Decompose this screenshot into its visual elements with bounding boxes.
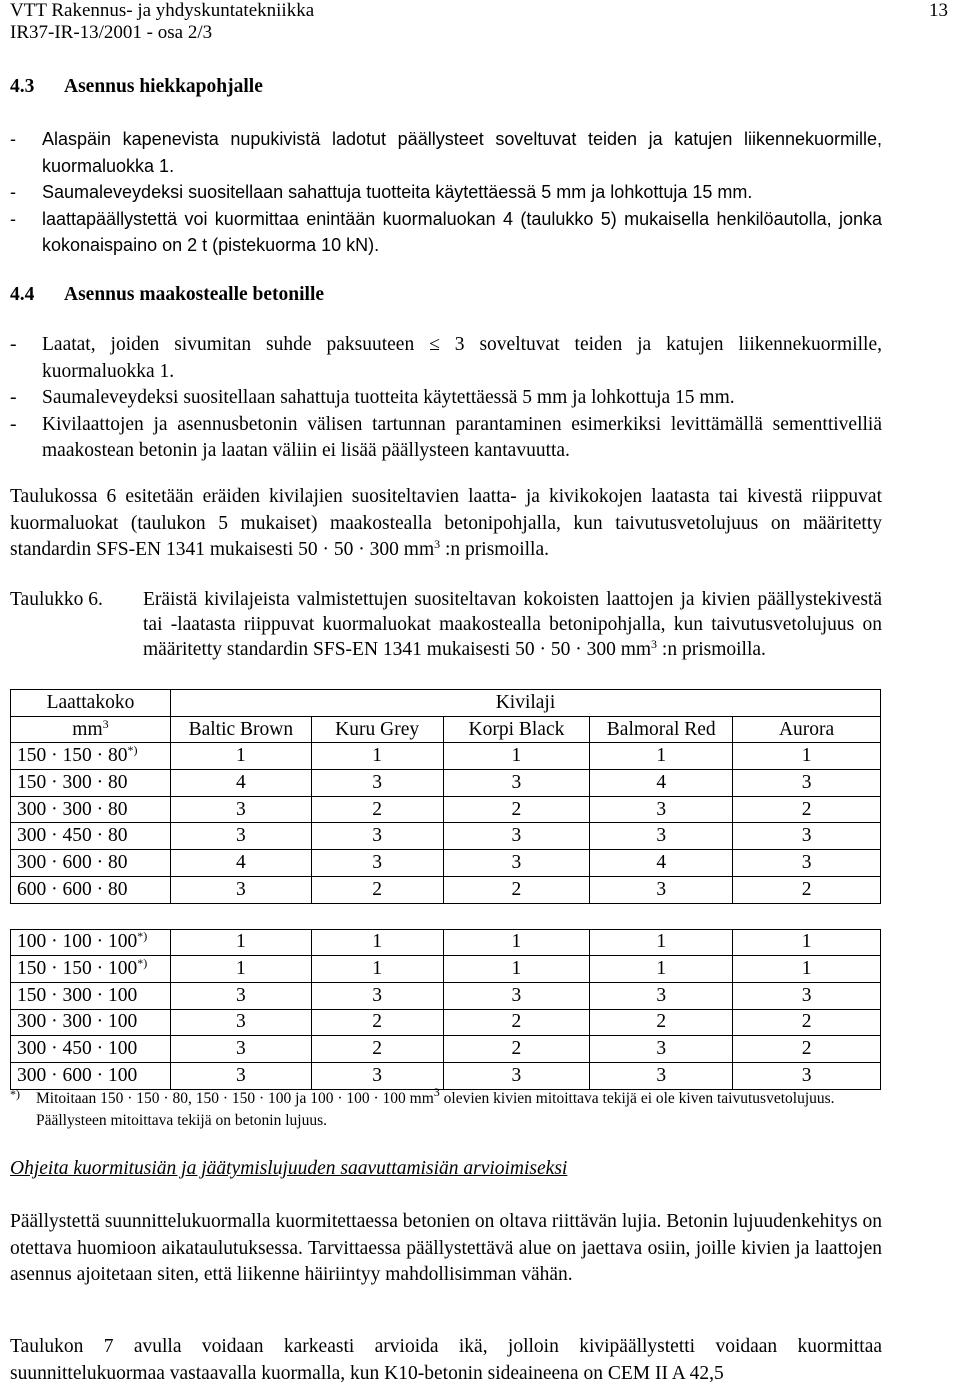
value-cell: 4 <box>590 770 733 797</box>
paragraph: Päällystettä suunnittelukuormalla kuormitettaessa betonien on oltava riittävän lujia. Betonin lujuudenkehitys on otettava huomioon aikataulutuksessa. Tarvittaessa päällystettävä alue on jaettava osiin, joille kivien ja laattojen asennus ajoitetaan siten, että liikenne häiriintyy mahdollisimman vähän. <box>10 1211 882 1285</box>
table-header-row <box>11 690 881 717</box>
caption-text: :n prismoilla. <box>657 639 766 660</box>
value-cell: 1 <box>590 743 733 770</box>
size-header: Laattakoko <box>11 690 171 717</box>
value-cell: 2 <box>733 876 881 903</box>
value-cell: 1 <box>733 956 881 983</box>
value-cell: 1 <box>170 956 311 983</box>
size-cell <box>11 823 171 850</box>
section-number: 4.3 <box>10 76 35 97</box>
stone-type-header: Kivilaji <box>170 690 880 717</box>
value-cell: 3 <box>590 982 733 1009</box>
table-row <box>11 743 881 770</box>
value-cell: 2 <box>311 876 443 903</box>
value-cell: 3 <box>170 1036 311 1063</box>
page-number: 13 <box>929 0 948 21</box>
section-4-4-list <box>10 332 882 465</box>
paragraph-text: :n prismoilla. <box>440 539 549 560</box>
value-cell: 3 <box>590 823 733 850</box>
value-cell: 3 <box>590 796 733 823</box>
value-cell: 1 <box>733 743 881 770</box>
section-title: Asennus maakostealle betonille <box>64 284 325 305</box>
section-4-4-heading <box>10 284 324 306</box>
paragraph: Taulukon 7 avulla voidaan karkeasti arvioida ikä, jolloin kivipäällystetti voidaan kuormittaa suunnittelukuormaa vastaavalla kuormalla, kun K10-betonin sideaineena on CEM II A 42,5 <box>10 1336 882 1384</box>
subheading: Ohjeita kuormitusiän ja jäätymislujuuden saavuttamisiän arvioimiseksi <box>10 1158 568 1179</box>
list-item: - Saumaleveydeksi suositellaan sahattuja tuotteita käytettäessä 5 mm ja lohkottuja 15 mm. <box>10 179 882 206</box>
value-cell: 1 <box>170 929 311 956</box>
size-cell <box>11 1009 171 1036</box>
table-footnote <box>10 1085 882 1132</box>
value-cell: 1 <box>311 956 443 983</box>
size-text: 300 · 300 · 100 <box>17 1011 138 1033</box>
value-cell: 3 <box>443 1062 590 1089</box>
size-cell <box>11 770 171 797</box>
table-row <box>11 850 881 877</box>
value-cell: 3 <box>311 1062 443 1089</box>
value-cell: 1 <box>311 743 443 770</box>
list-item: - Alaspäin kapenevista nupukivistä ladotut päällysteet soveltuvat teiden ja katujen liikennekuormille, kuormaluokka 1. <box>10 126 882 179</box>
value-cell: 1 <box>443 743 590 770</box>
superscript: 3 <box>102 716 109 731</box>
intro-paragraph <box>10 484 882 564</box>
section-4-3-list <box>10 126 882 259</box>
value-cell: 2 <box>311 1036 443 1063</box>
value-cell: 3 <box>170 982 311 1009</box>
list-item-text: Laatat, joiden sivumitan suhde paksuuteen <box>42 334 415 355</box>
table-spacer-row <box>11 903 881 929</box>
table-row <box>11 1036 881 1063</box>
value-cell: 3 <box>733 850 881 877</box>
superscript: 3 <box>651 637 658 651</box>
table-caption <box>10 587 882 662</box>
value-cell: 3 <box>443 823 590 850</box>
section-number: 4.4 <box>10 284 35 305</box>
size-cell <box>11 1036 171 1063</box>
footnote-body: Mitoitaan 150 · 150 · 80, 150 · 150 · 100 ja 100 · 100 · 100 mm <box>36 1090 434 1107</box>
table-row <box>11 1062 881 1089</box>
value-cell: 2 <box>733 1036 881 1063</box>
value-cell: 3 <box>170 876 311 903</box>
value-cell: 2 <box>443 796 590 823</box>
caption-text: Eräistä kivilajeista valmistettujen suositeltavan kokoisten laattojen ja kivien päällystekivestä tai -laatasta riippuvat kuormaluokat maakostealla betonipohjalla, kun taivutusvetolujuus on määritetty standardin SFS-EN 1341 mukaisesti 50 · 50 · 300 mm <box>143 589 882 660</box>
superscript: 3 <box>433 1085 440 1099</box>
list-item: - laattapäällystettä voi kuormittaa enintään kuormaluokan 4 (taulukko 5) mukaisella henkilöautolla, jonka kokonaispaino on 2 t (pistekuorma 10 kN). <box>10 206 882 259</box>
value-cell: 1 <box>590 956 733 983</box>
table-header-row <box>11 716 881 743</box>
column-header: Korpi Black <box>443 716 590 743</box>
value-cell: 3 <box>170 1062 311 1089</box>
value-cell: 1 <box>590 929 733 956</box>
table-row <box>11 796 881 823</box>
value-cell: 3 <box>170 1009 311 1036</box>
value-cell: 3 <box>443 770 590 797</box>
value-cell: 3 <box>443 850 590 877</box>
footnote-text <box>36 1085 882 1132</box>
size-unit-header <box>11 716 171 743</box>
footnote-mark: *) <box>10 1087 20 1101</box>
footnote-mark: *) <box>137 956 148 971</box>
value-cell: 1 <box>311 929 443 956</box>
size-text: 300 · 600 · 80 <box>17 851 128 873</box>
list-item-text: 3 soveltuvat teiden ja katujen liikennekuormille, kuormaluokka 1. <box>42 334 882 382</box>
value-cell: 3 <box>733 770 881 797</box>
unit-text: mm <box>72 718 103 740</box>
size-text: 300 · 300 · 80 <box>17 798 128 820</box>
table-row <box>11 982 881 1009</box>
paragraph-text: Taulukossa 6 esitetään eräiden kivilajien suositeltavien laatta- ja kivikokojen laatasta tai kivestä riippuvat kuormaluokat (taulukon 5 mukaiset) maakostealla betonipohjalla, kun taivutusvetolujuus on määritetty standardin SFS-EN 1341 mukaisesti 50 · 50 · 300 mm <box>10 486 882 560</box>
value-cell: 1 <box>170 743 311 770</box>
value-cell: 4 <box>170 770 311 797</box>
list-item <box>10 332 882 385</box>
size-cell <box>11 796 171 823</box>
section-4-3-heading <box>10 76 263 98</box>
size-text: 300 · 450 · 100 <box>17 1038 138 1060</box>
value-cell: 2 <box>733 1009 881 1036</box>
value-cell: 3 <box>733 1062 881 1089</box>
table-row <box>11 929 881 956</box>
value-cell: 3 <box>170 796 311 823</box>
size-cell <box>11 982 171 1009</box>
size-text: 600 · 600 · 80 <box>17 878 128 900</box>
value-cell: 1 <box>443 929 590 956</box>
footnote-mark: *) <box>137 929 148 944</box>
size-text: 150 · 300 · 80 <box>17 771 128 793</box>
size-cell <box>11 1062 171 1089</box>
size-cell <box>11 850 171 877</box>
column-header: Baltic Brown <box>170 716 311 743</box>
value-cell: 2 <box>590 1009 733 1036</box>
value-cell: 3 <box>311 982 443 1009</box>
list-item: - Saumaleveydeksi suositellaan sahattuja tuotteita käytettäessä 5 mm ja lohkottuja 15 mm. <box>10 385 882 412</box>
value-cell: 3 <box>311 770 443 797</box>
value-cell: 3 <box>590 1062 733 1089</box>
value-cell: 2 <box>311 1009 443 1036</box>
table-caption-label: Taulukko 6. <box>10 589 103 610</box>
value-cell: 2 <box>443 1036 590 1063</box>
value-cell: 3 <box>590 1036 733 1063</box>
size-text: 300 · 450 · 80 <box>17 825 128 847</box>
size-text: 150 · 300 · 100 <box>17 984 138 1006</box>
value-cell: 3 <box>733 823 881 850</box>
size-cell <box>11 743 171 770</box>
value-cell: 3 <box>311 823 443 850</box>
size-text: 150 · 150 · 80 <box>17 745 128 767</box>
load-class-table <box>10 689 881 1090</box>
less-or-equal-symbol: ≤ <box>429 334 440 355</box>
table-row <box>11 770 881 797</box>
value-cell: 1 <box>443 956 590 983</box>
column-header: Balmoral Red <box>590 716 733 743</box>
size-text: 100 · 100 · 100 <box>17 931 138 953</box>
running-header <box>10 0 314 44</box>
superscript: 3 <box>434 537 441 551</box>
section-title: Asennus hiekkapohjalle <box>64 76 263 97</box>
size-cell <box>11 929 171 956</box>
footnote-body: olevien kivien mitoittava tekijä ei ole kiven taivutusvetolujuus. Päällysteen mitoittava tekijä on betonin lujuus. <box>36 1090 835 1129</box>
value-cell: 2 <box>443 1009 590 1036</box>
value-cell: 3 <box>590 876 733 903</box>
header-line-1: VTT Rakennus- ja yhdyskuntatekniikka <box>10 0 315 21</box>
spacer-cell <box>11 903 881 929</box>
value-cell: 4 <box>170 850 311 877</box>
table-row <box>11 956 881 983</box>
value-cell: 3 <box>733 982 881 1009</box>
size-text: 300 · 600 · 100 <box>17 1064 138 1086</box>
value-cell: 3 <box>311 850 443 877</box>
value-cell: 2 <box>311 796 443 823</box>
size-cell <box>11 956 171 983</box>
value-cell: 4 <box>590 850 733 877</box>
column-header: Kuru Grey <box>311 716 443 743</box>
column-header: Aurora <box>733 716 881 743</box>
table-row <box>11 876 881 903</box>
table-row <box>11 1009 881 1036</box>
value-cell: 2 <box>733 796 881 823</box>
table-row <box>11 823 881 850</box>
value-cell: 1 <box>733 929 881 956</box>
value-cell: 2 <box>443 876 590 903</box>
footnote-mark: *) <box>127 743 138 758</box>
header-line-2: IR37-IR-13/2001 - osa 2/3 <box>10 22 213 43</box>
value-cell: 3 <box>170 823 311 850</box>
size-text: 150 · 150 · 100 <box>17 958 138 980</box>
table-caption-text <box>143 587 882 662</box>
size-cell <box>11 876 171 903</box>
value-cell: 3 <box>443 982 590 1009</box>
list-item: - Kivilaattojen ja asennusbetonin välisen tartunnan parantaminen esimerkiksi levittämällä sementtivelliä maakostean betonin ja laatan väliin ei lisää päällysteen kantavuutta. <box>10 412 882 465</box>
